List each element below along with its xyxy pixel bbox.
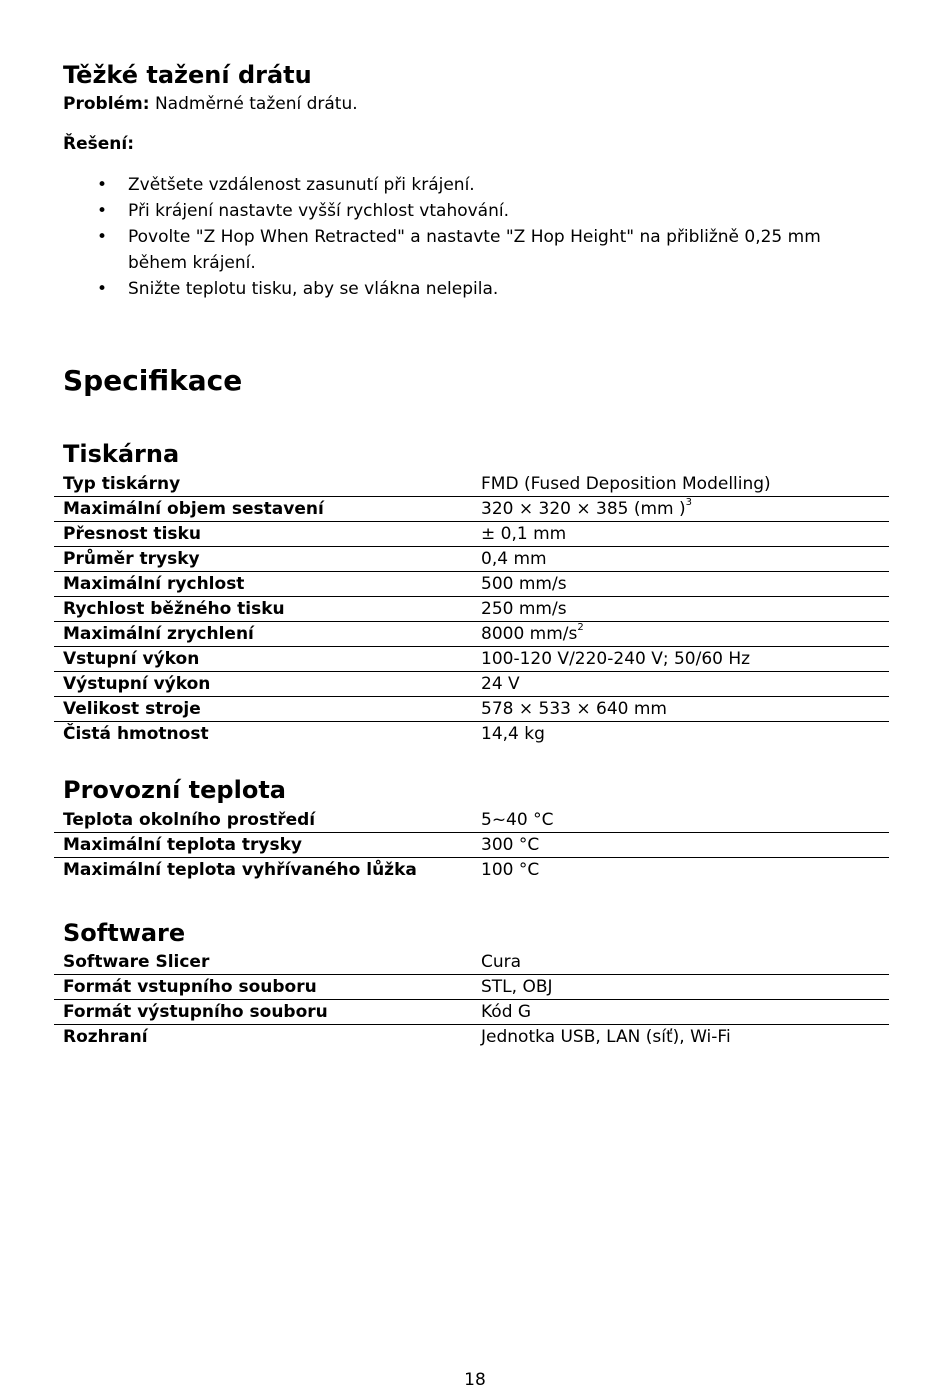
solution-label: Řešení: — [63, 134, 134, 154]
spec-label: Rychlost běžného tisku — [63, 599, 285, 619]
spec-value: 500 mm/s — [481, 574, 567, 594]
list-item — [63, 198, 883, 224]
list-item-text: Zvětšete vzdálenost zasunutí při krájení. — [128, 175, 475, 195]
spec-value: 250 mm/s — [481, 599, 567, 619]
spec-value: Jednotka USB, LAN (síť), Wi-Fi — [481, 1027, 731, 1047]
printer-heading: Tiskárna — [63, 440, 180, 468]
spec-value: 0,4 mm — [481, 549, 547, 569]
table-row — [54, 497, 889, 522]
problem-line — [63, 92, 358, 116]
spec-value: FMD (Fused Deposition Modelling) — [481, 474, 771, 494]
list-item — [63, 224, 883, 276]
list-item — [63, 276, 883, 302]
table-row — [54, 622, 889, 647]
spec-label: Formát vstupního souboru — [63, 977, 317, 997]
software-heading: Software — [63, 919, 186, 947]
table-row — [54, 950, 889, 975]
page-number: 18 — [464, 1370, 486, 1390]
spec-value: 8000 $mm/s^2$ — [481, 622, 584, 644]
temperature-spec-table — [54, 808, 889, 882]
spec-label: Maximální zrychlení — [63, 624, 254, 644]
spec-value: STL, OBJ — [481, 977, 553, 997]
spec-label: Průměr trysky — [63, 549, 200, 569]
spec-label: Teplota okolního prostředí — [63, 810, 316, 830]
table-row — [54, 672, 889, 697]
printer-spec-table — [54, 472, 889, 746]
problem-text: Nadměrné tažení drátu. — [149, 94, 358, 114]
spec-label: Maximální rychlost — [63, 574, 245, 594]
table-row — [54, 858, 889, 883]
table-row — [54, 647, 889, 672]
temperature-heading: Provozní teplota — [63, 776, 286, 804]
table-row — [54, 808, 889, 833]
spec-value: 100 °C — [481, 860, 540, 880]
spec-label: Maximální teplota trysky — [63, 835, 302, 855]
spec-label: Typ tiskárny — [63, 474, 181, 494]
bullet-icon: • — [97, 279, 108, 299]
list-item — [63, 172, 883, 198]
spec-value: 14,4 kg — [481, 724, 545, 744]
table-row — [54, 722, 889, 747]
list-item-text: Povolte "Z Hop When Retracted" a nastavte "Z Hop Height" na přibližně 0,25 mm během krájení. — [128, 227, 821, 273]
spec-label: Čistá hmotnost — [63, 724, 209, 744]
spec-value: 578 × 533 × 640 mm — [481, 699, 667, 719]
table-row — [54, 975, 889, 1000]
specs-heading: Specifikace — [63, 364, 243, 397]
spec-label: Velikost stroje — [63, 699, 201, 719]
table-row — [54, 472, 889, 497]
bullet-icon: • — [97, 201, 108, 221]
spec-value: 24 V — [481, 674, 520, 694]
spec-value: 100-120 V/220-240 V; 50/60 Hz — [481, 649, 751, 669]
table-row — [54, 1025, 889, 1050]
list-item-text: Při krájení nastavte vyšší rychlost vtahování. — [128, 201, 510, 221]
superscript: 2 — [577, 622, 584, 633]
problem-label: Problém: — [63, 94, 150, 114]
table-row — [54, 833, 889, 858]
spec-label: Rozhraní — [63, 1027, 148, 1047]
table-row — [54, 522, 889, 547]
table-row — [54, 597, 889, 622]
table-row — [54, 1000, 889, 1025]
table-row — [54, 547, 889, 572]
spec-label: Maximální teplota vyhřívaného lůžka — [63, 860, 417, 880]
spec-label: Formát výstupního souboru — [63, 1002, 328, 1022]
spec-value: ± 0,1 mm — [481, 524, 567, 544]
bullet-icon: • — [97, 175, 108, 195]
spec-label: Maximální objem sestavení — [63, 499, 324, 519]
spec-value: Cura — [481, 952, 522, 972]
spec-value: 320 × 320 × 385 (mm )$^3$ — [481, 497, 693, 519]
spec-label: Výstupní výkon — [63, 674, 211, 694]
spec-label: Vstupní výkon — [63, 649, 200, 669]
spec-value: 5~40 °C — [481, 810, 554, 830]
solution-list — [63, 172, 883, 302]
spec-value: Kód G — [481, 1002, 532, 1022]
list-item-text: Snižte teplotu tisku, aby se vlákna nelepila. — [128, 279, 499, 299]
table-row — [54, 572, 889, 597]
table-row — [54, 697, 889, 722]
bullet-icon: • — [97, 227, 108, 247]
spec-label: Software Slicer — [63, 952, 210, 972]
software-spec-table — [54, 950, 889, 1049]
troubleshoot-heading: Těžké tažení drátu — [63, 61, 312, 89]
superscript: 3 — [685, 497, 693, 508]
spec-value: 300 °C — [481, 835, 540, 855]
spec-label: Přesnost tisku — [63, 524, 201, 544]
